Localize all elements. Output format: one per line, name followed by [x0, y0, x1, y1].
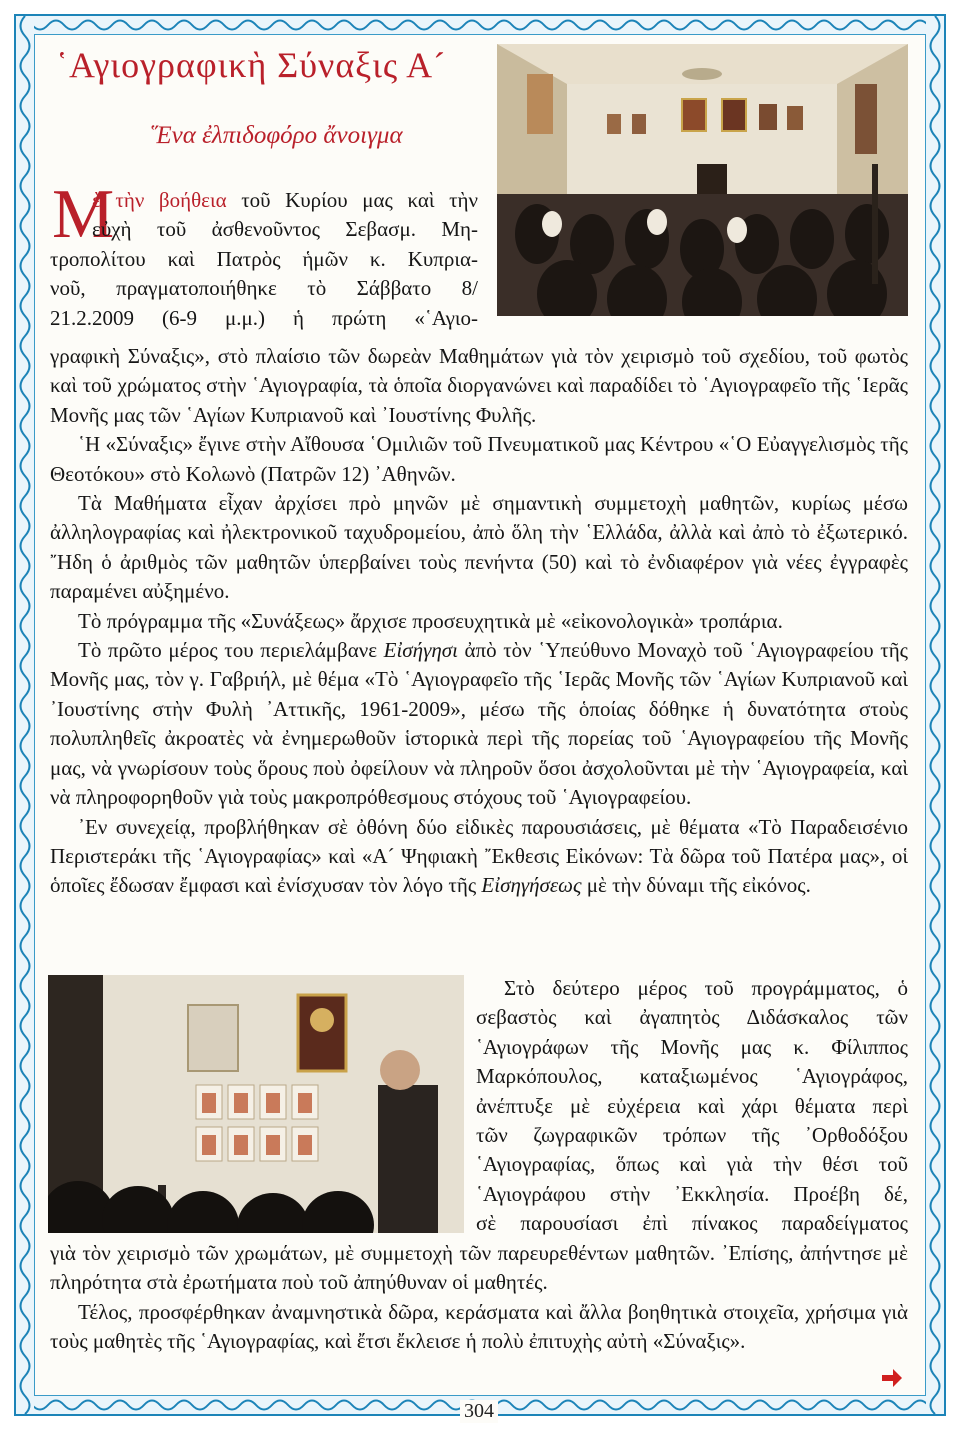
- page-number: 304: [460, 1400, 498, 1423]
- paragraph-6-b: μὲ τὴν δύναμι τῆς εἰκόνος.: [581, 873, 811, 898]
- speaker-photo: [48, 975, 464, 1233]
- paragraph-3: Τὰ Μαθήματα εἶχαν ἀρχίσει πρὸ μηνῶν μὲ σημαντικὴ συμμετοχὴ μαθητῶν, κυρίως μέσω ἀλληλογραφίας καὶ ἠλεκτρονικοῦ ταχυδρομείου, ἀπὸ ὅλη τὴν ῾Ελλάδα, ἀλλὰ καὶ ἀπὸ τὸ ἐξωτερικό. ῎Ηδη ὁ ἀριθμὸς τῶν μαθητῶν ὑπερβαίνει τοὺς πενήντα (50) καὶ τὸ ἐνδιαφέρον γιὰ νέες ἐγγραφὲς παραμένει αὐξημένο.: [50, 491, 908, 604]
- right-line-6: τῶν ζωγραφικῶν τρόπων τῆς ᾿Ορθοδόξου: [476, 1123, 908, 1148]
- article-subtitle: ῞Ενα ἐλπιδοφόρο ἄνοιγμα: [148, 122, 403, 149]
- right-line-1: Στὸ δεύτερο μέρος τοῦ προγράμματος, ὁ: [504, 976, 908, 1000]
- body-text-bottom: [50, 1239, 908, 1357]
- drop-cap: Μ: [52, 176, 115, 253]
- intro-line-1-rest: τοῦ Κυρίου μας καὶ τὴν: [226, 188, 478, 212]
- right-column-text: [476, 974, 908, 1239]
- paragraph-7-continued: γιὰ τὸν χειρισμὸ τῶν χρωμάτων, μὲ συμμετοχὴ τῶν παρευρεθέντων μαθητῶν. ᾿Επίσης, ἀπήντησε μὲ πληρότητα στὰ ἐρωτήματα ποὺ τοῦ ἀπηύθυναν οἱ μαθητές.: [50, 1241, 908, 1295]
- paragraph-5: [50, 636, 908, 812]
- right-line-4: Μαρκόπουλος, καταξιωμένος ῾Αγιογράφος,: [476, 1064, 908, 1089]
- paragraph-2: ῾Η «Σύναξις» ἔγινε στὴν Αἴθουσα ῾Ομιλιῶν τοῦ Πνευματικοῦ μας Κέντρου «῾Ο Εὐαγγελισμὸς τῆς Θεοτόκου» στὸ Κολωνὸ (Πατρῶν 12) ᾿Αθηνῶν.: [50, 432, 908, 486]
- paragraph-1-continued: γραφικὴ Σύναξις», στὸ πλαίσιο τῶν δωρεὰν Μαθημάτων γιὰ τὸν χειρισμὸ τοῦ σχεδίου, τοῦ φωτὸς καὶ τοῦ χρώματος στὴν ῾Αγιογραφία, τὰ ὁποῖα διοργανώνει καὶ παραδίδει τὸ ῾Αγιογραφεῖο τῆς ῾Ιερᾶς Μονῆς μας τῶν ῾Αγίων Κυπριανοῦ καὶ ᾿Ιουστίνης Φυλῆς.: [50, 344, 908, 427]
- right-line-5: ἀνέπτυξε μὲ εὐχέρεια καὶ χάρι θέματα περὶ: [476, 1093, 908, 1118]
- right-line-9: σὲ παρουσίασι ἐπὶ πίνακος παραδείγματος: [476, 1211, 908, 1236]
- right-line-2: σεβαστὸς καὶ ἀγαπητὸς Διδάσκαλος τῶν: [476, 1005, 908, 1030]
- intro-line-2: εὐχὴ τοῦ ἀσθενοῦντος Σεβασμ. Μη-: [92, 217, 478, 242]
- right-line-7: ῾Αγιογραφίας, ὅπως καὶ γιὰ τὴν θέσι τοῦ: [476, 1152, 908, 1177]
- right-line-8: ῾Αγιογράφου στὴν ᾿Εκκλησία. Προέβη δέ,: [476, 1181, 908, 1206]
- right-line-3: ῾Αγιογράφων τῆς Μονῆς μας κ. Φίλιππος: [476, 1034, 908, 1059]
- paragraph-6-a: ᾿Εν συνεχείᾳ, προβλήθηκαν σὲ ὀθόνη δύο εἰδικὲς παρουσιάσεις, μὲ θέματα «Τὸ Παραδεισένιο Περιστεράκι τῆς ῾Αγιογραφίας» καὶ «Α´ Ψηφιακὴ ῎Εκθεσις Εἰκόνων: Τὰ δῶρα τοῦ Πατέρα μας», οἱ ὁποῖες ἔδωσαν ἔμφασι καὶ ἐνίσχυσαν τὸν λόγο τῆς: [50, 814, 908, 898]
- paragraph-6: [50, 813, 908, 901]
- intro-line-5: 21.2.2009 (6-9 μ.μ.) ἡ πρώτη «῾Αγιο-: [50, 305, 478, 330]
- paragraph-4: Τὸ πρόγραμμα τῆς «Συνάξεως» ἄρχισε προσευχητικὰ μὲ «εἰκονολογικὰ» τροπάρια.: [78, 608, 783, 633]
- intro-line-3: τροπολίτου καὶ Πατρὸς ἡμῶν κ. Κυπρια-: [50, 246, 478, 271]
- intro-line-4: νοῦ, πραγματοποιήθηκε τὸ Σάββατο 8/: [50, 276, 478, 301]
- paragraph-5-italic: Εἰσήγησι: [383, 638, 458, 663]
- paragraph-5-b: ἀπὸ τὸν ῾Υπεύθυνο Μοναχὸ τοῦ ῾Αγιογραφείου τῆς Μονῆς μας, τὸν γ. Γαβριήλ, μὲ θέμα «Τὸ ῾Αγιογραφεῖο τῆς ῾Ιερᾶς Μονῆς τῶν ῾Αγίων Κυπριανοῦ καὶ ᾿Ιουστίνης στὴν Φυλὴ ᾿Αττικῆς, 1961-2009», μέσω τῆς ὁποίας δόθηκε ἡ δυνατότητα στοὺς πολυπληθεῖς ἀκροατὲς νὰ ἐνημερωθοῦν ἱστορικὰ περὶ τῆς πορείας τοῦ ῾Αγιογραφείου τῆς Μονῆς μας, νὰ γνωρίσουν τοὺς ὅρους ποὺ ὀφείλουν νὰ πληροῦν ὅσοι ἀσχολοῦνται μὲ τὴν ῾Αγιογραφεία, καὶ νὰ πληροφορηθοῦν γιὰ τοὺς μακροπρόθεσμους στόχους τοῦ ῾Αγιογραφείου.: [50, 638, 909, 810]
- paragraph-8: Τέλος, προσφέρθηκαν ἀναμνηστικὰ δῶρα, κεράσματα καὶ ἄλλα βοηθητικὰ στοιχεῖα, χρήσιμα γιὰ τοὺς μαθητὲς τῆς ῾Αγιογραφίας, καὶ ἔτσι ἔκλεισε ἡ πολὺ ἐπιτυχὴς αὐτὴ «Σύναξις».: [50, 1299, 908, 1354]
- continue-arrow-icon: [880, 1367, 904, 1389]
- paragraph-5-a: Τὸ πρῶτο μέρος του περιελάμβανε: [78, 638, 384, 663]
- paragraph-6-italic: Εἰσηγήσεως: [481, 873, 582, 898]
- intro-lines: [50, 186, 478, 333]
- lecture-hall-photo: [497, 44, 908, 316]
- article-title: ῾Αγιογραφικὴ Σύναξις Α´: [56, 45, 447, 85]
- intro-red-phrase: ὲ τὴν βοήθεια: [92, 188, 227, 212]
- intro-line-1: [50, 186, 478, 215]
- body-text-main: [50, 342, 908, 901]
